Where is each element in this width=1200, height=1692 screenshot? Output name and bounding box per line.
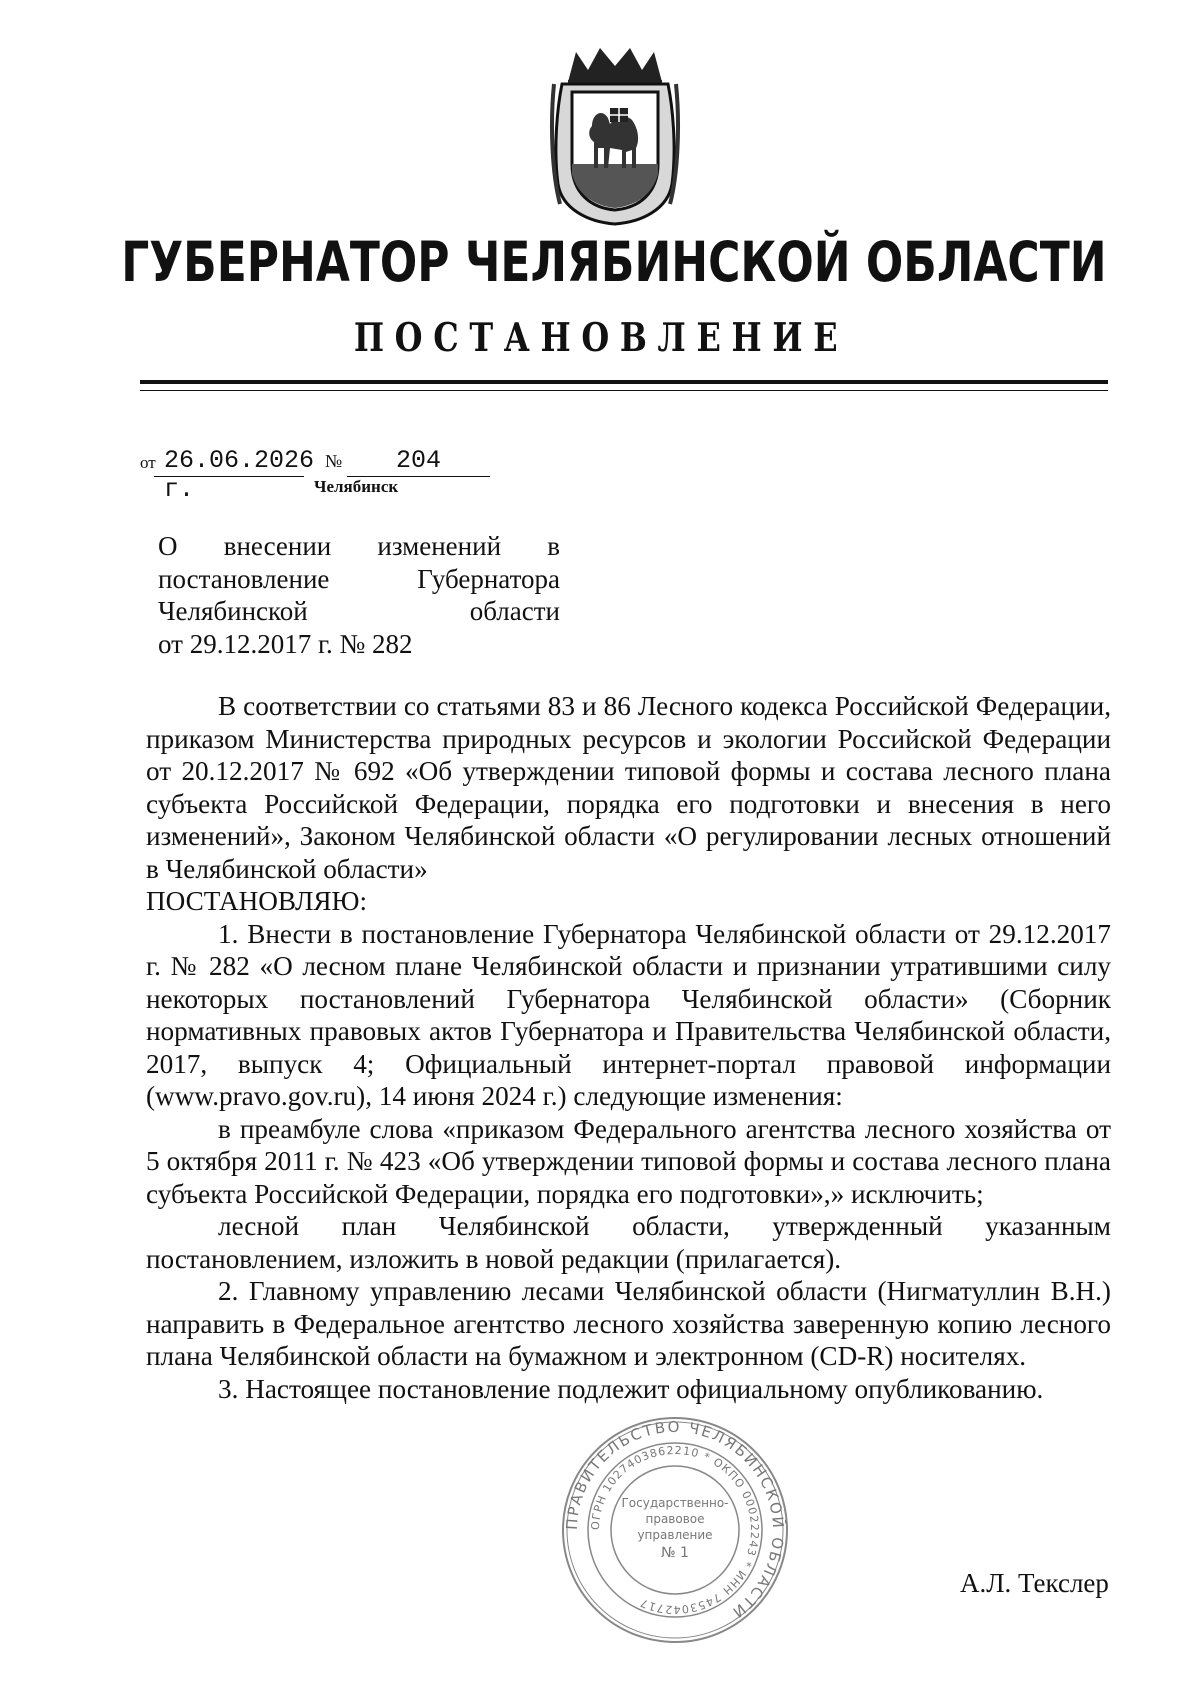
coat-of-arms-icon xyxy=(548,44,682,226)
document-subject xyxy=(158,530,560,660)
stamp-center-line: Государственно- xyxy=(621,1496,729,1510)
stamp-center-line: правовое xyxy=(645,1512,705,1526)
stamp-center-line: управление xyxy=(637,1528,713,1542)
clause-1: 1. Внести в постановление Губернатора Челябинской области от 29.12.2017 г. № 282 «О лесном плане Челябинской области и признании утратившими силу некоторых постановлений Губернатора Челябинской области» (Сборник нормативных правовых актов Губернатора и Правительства Челябинской области, 2017, выпуск 4; Официальный интернет-портал правовой информации (www.pravo.gov.ru), 14 июня 2024 г.) следующие изменения: xyxy=(146,918,1111,1111)
stamp-outer-text: ПРАВИТЕЛЬСТВО ЧЕЛЯБИНСКОЙ ОБЛАСТИ xyxy=(562,1417,788,1623)
date-label: от xyxy=(140,453,156,472)
official-stamp xyxy=(560,1415,790,1645)
clause-1-amendment-b: лесной план Челябинской области, утвержденный указанным постановлением, изложить в новой редакции (прилагается). xyxy=(146,1211,1111,1274)
subject-line: Челябинской области xyxy=(158,596,560,626)
clause-2: 2. Главному управлению лесами Челябинской области (Нигматуллин В.Н.) направить в Федеральное агентство лесного хозяйства заверенную копию лесного плана Челябинской области на бумажном и электронном (CD-R) носителях. xyxy=(146,1276,1111,1371)
stamp-inner-text: ОГРН 1027403862210 * ОКПО 00022243 * ИНН 7453042717 xyxy=(588,1443,762,1617)
header-divider xyxy=(140,380,1108,384)
document-body xyxy=(146,690,1111,1405)
stamp-center-line: № 1 xyxy=(661,1545,689,1561)
resolve-heading: ПОСТАНОВЛЯЮ: xyxy=(146,886,368,916)
header-divider-thin xyxy=(140,390,1108,391)
document-date: 26.06.2026 г. xyxy=(154,446,304,477)
clause-1-amendment-a: в преамбуле слова «приказом Федерального агентства лесного хозяйства от 5 октября 2011 г. № 423 «Об утверждении типовой формы и состава лесного плана субъекта Российской Федерации, порядка его подготовки»,» исключить; xyxy=(146,1113,1111,1209)
subject-line: постановление Губернатора xyxy=(158,563,560,594)
document-type: ПОСТАНОВЛЕНИЕ xyxy=(353,315,849,361)
document-city: Челябинск xyxy=(314,477,399,496)
subject-line: О внесении изменений в xyxy=(158,531,560,561)
issuer-title: ГУБЕРНАТОР ЧЕЛЯБИНСКОЙ ОБЛАСТИ xyxy=(121,230,1107,294)
preamble-paragraph: В соответствии со статьями 83 и 86 Лесного кодекса Российской Федерации, приказом Министерства природных ресурсов и экологии Российской Федерации от 20.12.2017 № 692 «Об утверждении типовой формы и состава лесного плана субъекта Российской Федерации, порядка его подготовки и внесения в него изменений», Законом Челябинской области «О регулировании лесных отношений в Челябинской области» xyxy=(146,691,1111,884)
document-number: 204 xyxy=(347,446,490,477)
clause-3: 3. Настоящее постановление подлежит официальному опубликованию. xyxy=(218,1373,1044,1404)
subject-line: от 29.12.2017 г. № 282 xyxy=(158,628,413,659)
signatory-name: А.Л. Текслер xyxy=(960,1568,1109,1598)
number-label: № xyxy=(325,451,343,471)
